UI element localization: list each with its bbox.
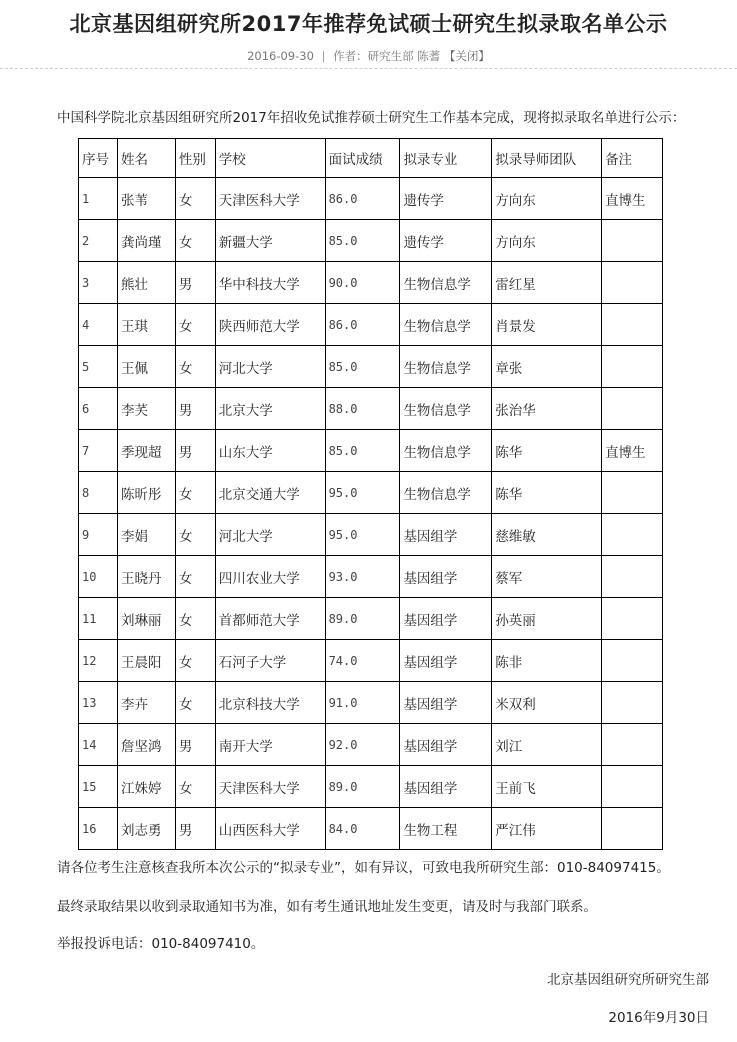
- cell-score: 74.0: [325, 640, 400, 682]
- cell-school: 山西医科大学: [215, 808, 325, 850]
- cell-index: 11: [79, 598, 118, 640]
- cell-remark: [602, 262, 663, 304]
- cell-score: 89.0: [325, 766, 400, 808]
- cell-index: 1: [79, 178, 118, 220]
- cell-name: 季现超: [117, 430, 175, 472]
- final-note-text: 最终录取结果以收到录取通知书为准，如有考生通讯地址发生变更，请及时与我部门联系。: [57, 899, 597, 915]
- cell-gender: 男: [175, 388, 215, 430]
- cell-score: 84.0: [325, 808, 400, 850]
- hotline-text: 举报投诉电话：010-84097410。: [57, 936, 265, 952]
- table-row: [79, 598, 663, 640]
- cell-score: 86.0: [325, 178, 400, 220]
- cell-index: 10: [79, 556, 118, 598]
- cell-advisor: 方向东: [492, 178, 602, 220]
- cell-remark: [602, 640, 663, 682]
- cell-major: 生物信息学: [400, 430, 492, 472]
- cell-score: 92.0: [325, 724, 400, 766]
- cell-score: 85.0: [325, 346, 400, 388]
- cell-advisor: 章张: [492, 346, 602, 388]
- cell-major: 基因组学: [400, 598, 492, 640]
- cell-name: 熊壮: [117, 262, 175, 304]
- admission-table: [78, 138, 663, 850]
- header-remark: 备注: [602, 139, 663, 178]
- publish-date: 2016-09-30: [247, 49, 314, 63]
- table-row: [79, 640, 663, 682]
- cell-major: 基因组学: [400, 514, 492, 556]
- cell-school: 山东大学: [215, 430, 325, 472]
- cell-index: 2: [79, 220, 118, 262]
- table-row: [79, 724, 663, 766]
- cell-advisor: 蔡军: [492, 556, 602, 598]
- cell-major: 生物信息学: [400, 472, 492, 514]
- cell-score: 91.0: [325, 682, 400, 724]
- cell-school: 天津医科大学: [215, 766, 325, 808]
- cell-index: 8: [79, 472, 118, 514]
- cell-score: 86.0: [325, 304, 400, 346]
- table-row: [79, 808, 663, 850]
- cell-gender: 女: [175, 556, 215, 598]
- notice-text: 请各位考生注意核查我所本次公示的“拟录专业”，如有异议，可致电我所研究生部：010-84097415。: [57, 860, 670, 876]
- table-header-row: [79, 139, 663, 178]
- cell-index: 4: [79, 304, 118, 346]
- cell-school: 北京交通大学: [215, 472, 325, 514]
- cell-name: 陈昕彤: [117, 472, 175, 514]
- cell-gender: 女: [175, 178, 215, 220]
- cell-remark: [602, 682, 663, 724]
- table-row: [79, 430, 663, 472]
- cell-index: 6: [79, 388, 118, 430]
- cell-name: 刘志勇: [117, 808, 175, 850]
- table-row: [79, 388, 663, 430]
- cell-name: 李芺: [117, 388, 175, 430]
- cell-gender: 男: [175, 808, 215, 850]
- table-row: [79, 766, 663, 808]
- cell-major: 基因组学: [400, 682, 492, 724]
- cell-school: 新疆大学: [215, 220, 325, 262]
- header-gender: 性别: [175, 139, 215, 178]
- table-row: [79, 556, 663, 598]
- header-school: 学校: [215, 139, 325, 178]
- cell-gender: 女: [175, 220, 215, 262]
- cell-index: 15: [79, 766, 118, 808]
- cell-advisor: 肖景发: [492, 304, 602, 346]
- cell-remark: [602, 388, 663, 430]
- cell-remark: 直博生: [602, 178, 663, 220]
- cell-school: 河北大学: [215, 346, 325, 388]
- cell-major: 基因组学: [400, 766, 492, 808]
- header-index: 序号: [79, 139, 118, 178]
- page-title: 北京基因组研究所2017年推荐免试硕士研究生拟录取名单公示: [69, 12, 668, 36]
- cell-gender: 男: [175, 724, 215, 766]
- cell-major: 基因组学: [400, 556, 492, 598]
- table-row: [79, 178, 663, 220]
- cell-remark: [602, 724, 663, 766]
- cell-school: 河北大学: [215, 514, 325, 556]
- cell-gender: 女: [175, 598, 215, 640]
- cell-remark: [602, 304, 663, 346]
- header-divider: [0, 68, 737, 69]
- meta-separator: |: [321, 49, 326, 63]
- cell-index: 3: [79, 262, 118, 304]
- article-meta: [0, 48, 737, 64]
- cell-advisor: 雷红星: [492, 262, 602, 304]
- cell-advisor: 王前飞: [492, 766, 602, 808]
- table-row: [79, 514, 663, 556]
- cell-name: 王晨阳: [117, 640, 175, 682]
- cell-gender: 女: [175, 766, 215, 808]
- author-label: 作者：研究生部 陈蓍: [333, 49, 441, 63]
- cell-remark: [602, 472, 663, 514]
- header-score: 面试成绩: [325, 139, 400, 178]
- cell-name: 龚尚瑾: [117, 220, 175, 262]
- cell-index: 5: [79, 346, 118, 388]
- cell-remark: [602, 556, 663, 598]
- sign-date: 2016年9月30日: [608, 1010, 709, 1026]
- cell-index: 16: [79, 808, 118, 850]
- cell-school: 石河子大学: [215, 640, 325, 682]
- cell-score: 95.0: [325, 472, 400, 514]
- cell-major: 生物信息学: [400, 388, 492, 430]
- table-row: [79, 304, 663, 346]
- table-row: [79, 346, 663, 388]
- cell-index: 9: [79, 514, 118, 556]
- cell-major: 生物信息学: [400, 346, 492, 388]
- cell-remark: 直博生: [602, 430, 663, 472]
- header-name: 姓名: [117, 139, 175, 178]
- table-row: [79, 682, 663, 724]
- cell-major: 基因组学: [400, 724, 492, 766]
- cell-gender: 女: [175, 304, 215, 346]
- cell-gender: 女: [175, 682, 215, 724]
- cell-name: 李娟: [117, 514, 175, 556]
- cell-remark: [602, 346, 663, 388]
- cell-index: 14: [79, 724, 118, 766]
- cell-index: 13: [79, 682, 118, 724]
- cell-name: 刘琳丽: [117, 598, 175, 640]
- cell-school: 首都师范大学: [215, 598, 325, 640]
- cell-name: 王晓丹: [117, 556, 175, 598]
- cell-remark: [602, 598, 663, 640]
- cell-major: 遗传学: [400, 220, 492, 262]
- cell-advisor: 孙英丽: [492, 598, 602, 640]
- close-link[interactable]: 【关闭】: [443, 49, 490, 63]
- cell-index: 12: [79, 640, 118, 682]
- header-advisor: 拟录导师团队: [492, 139, 602, 178]
- cell-advisor: 张治华: [492, 388, 602, 430]
- cell-school: 陕西师范大学: [215, 304, 325, 346]
- cell-advisor: 方向东: [492, 220, 602, 262]
- cell-gender: 男: [175, 262, 215, 304]
- cell-index: 7: [79, 430, 118, 472]
- cell-major: 遗传学: [400, 178, 492, 220]
- cell-score: 90.0: [325, 262, 400, 304]
- cell-school: 南开大学: [215, 724, 325, 766]
- cell-school: 天津医科大学: [215, 178, 325, 220]
- header-major: 拟录专业: [400, 139, 492, 178]
- cell-gender: 女: [175, 472, 215, 514]
- cell-major: 生物工程: [400, 808, 492, 850]
- cell-school: 北京科技大学: [215, 682, 325, 724]
- cell-remark: [602, 514, 663, 556]
- cell-advisor: 慈维敏: [492, 514, 602, 556]
- cell-remark: [602, 766, 663, 808]
- cell-major: 基因组学: [400, 640, 492, 682]
- cell-score: 95.0: [325, 514, 400, 556]
- cell-gender: 男: [175, 430, 215, 472]
- cell-remark: [602, 808, 663, 850]
- cell-school: 北京大学: [215, 388, 325, 430]
- cell-name: 江姝婷: [117, 766, 175, 808]
- cell-remark: [602, 220, 663, 262]
- cell-major: 生物信息学: [400, 304, 492, 346]
- cell-score: 85.0: [325, 430, 400, 472]
- cell-advisor: 陈华: [492, 472, 602, 514]
- table-body: [79, 178, 663, 850]
- intro-text: 中国科学院北京基因组研究所2017年招收免试推荐硕士研究生工作基本完成，现将拟录取名单进行公示：: [57, 110, 686, 126]
- cell-score: 89.0: [325, 598, 400, 640]
- cell-major: 生物信息学: [400, 262, 492, 304]
- cell-advisor: 米双利: [492, 682, 602, 724]
- cell-school: 华中科技大学: [215, 262, 325, 304]
- signature: 北京基因组研究所研究生部: [547, 972, 709, 988]
- cell-name: 王佩: [117, 346, 175, 388]
- table-row: [79, 220, 663, 262]
- cell-school: 四川农业大学: [215, 556, 325, 598]
- cell-name: 李卉: [117, 682, 175, 724]
- cell-score: 93.0: [325, 556, 400, 598]
- cell-advisor: 刘江: [492, 724, 602, 766]
- cell-score: 88.0: [325, 388, 400, 430]
- cell-score: 85.0: [325, 220, 400, 262]
- table-row: [79, 262, 663, 304]
- cell-advisor: 严江伟: [492, 808, 602, 850]
- cell-gender: 女: [175, 346, 215, 388]
- table-row: [79, 472, 663, 514]
- cell-name: 詹坚鸿: [117, 724, 175, 766]
- cell-name: 张苇: [117, 178, 175, 220]
- cell-gender: 女: [175, 640, 215, 682]
- cell-advisor: 陈华: [492, 430, 602, 472]
- cell-gender: 女: [175, 514, 215, 556]
- cell-advisor: 陈非: [492, 640, 602, 682]
- cell-name: 王琪: [117, 304, 175, 346]
